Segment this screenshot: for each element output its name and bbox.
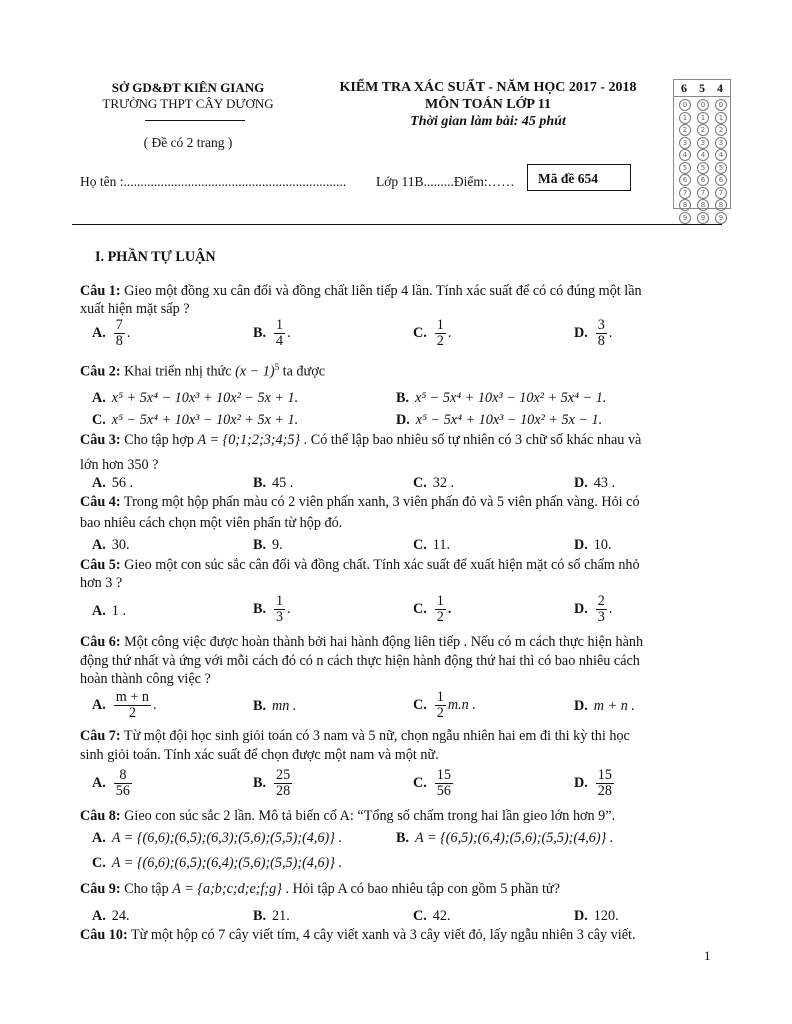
q7-option-c[interactable] [413, 768, 455, 799]
q1-text: Gieo một đồng xu cân đối và đồng chất liên tiếp 4 lần. Tính xác suất để có có đúng một lần [124, 283, 642, 299]
code-bubble-2-7[interactable]: 7 [697, 187, 709, 199]
q8-text: Gieo con súc sắc 2 lần. Mô tả biến cố A: “Tổng số chấm trong hai lần gieo lớn hơn 9”. [124, 808, 616, 824]
page-number: 1 [704, 948, 711, 963]
frac-den: 3 [597, 609, 605, 625]
q6-c-tail: m.n . [447, 696, 476, 713]
q2-b-expr: x⁵ − 5x⁴ + 10x³ − 10x² + 5x⁴ − 1. [415, 390, 607, 406]
q1-option-b[interactable]: B. $\frac{1}{4}$ . [253, 317, 291, 349]
frac-num: 1 [436, 689, 444, 705]
frac-num: 15 [597, 767, 612, 783]
q3-a: 56 . [111, 475, 134, 491]
opt-letter: D. [574, 698, 588, 714]
subject-title: MÔN TOÁN LỚP 11 [425, 97, 551, 112]
frac-num: 1 [276, 317, 284, 333]
opt-letter: B. [253, 324, 267, 341]
opt-letter: A. [92, 830, 106, 846]
bubble-column-2 [696, 99, 710, 224]
question-9 [80, 881, 560, 898]
q6-option-c[interactable] [413, 690, 476, 721]
question-2 [80, 362, 325, 381]
question-8 [80, 808, 615, 825]
opt-letter: A. [92, 696, 106, 713]
code-bubble-2-2[interactable]: 2 [697, 124, 709, 136]
q6-b: mn . [272, 698, 297, 714]
q6-option-b[interactable] [253, 698, 296, 715]
q9-a: 24. [111, 908, 130, 924]
code-bubble-2-1[interactable]: 1 [697, 112, 709, 124]
q9-set: A = {a;b;c;d;e;f;g} [172, 881, 282, 897]
frac-den: 8 [115, 333, 123, 349]
bubble-column-1 [678, 99, 692, 224]
code-bubble-3-8[interactable]: 8 [715, 199, 727, 211]
q3-option-d[interactable] [574, 475, 615, 492]
q9-d: 120. [593, 908, 619, 924]
opt-letter: C. [413, 696, 427, 713]
q3-text-post: . Có thể lập bao nhiêu số tự nhiên có 3 chữ số khác nhau và [303, 432, 642, 448]
code-bubble-1-2[interactable]: 2 [679, 124, 691, 136]
q4-option-d[interactable] [574, 537, 612, 554]
frac-den: 56 [436, 783, 451, 799]
frac-den: 2 [436, 609, 444, 625]
opt-letter: C. [413, 908, 427, 924]
opt-letter: A. [92, 603, 106, 619]
opt-letter: D. [574, 774, 588, 791]
q1-label: Câu 1: [80, 283, 121, 299]
q3-text-cont: lớn hơn 350 ? [80, 457, 159, 473]
q3-d: 43 . [593, 475, 616, 491]
q8-a: A = {(6,6);(6,5);(6,3);(5,6);(5,5);(4,6)} . [111, 830, 343, 846]
frac-den: 2 [128, 705, 136, 721]
code-bubble-1-6[interactable]: 6 [679, 174, 691, 186]
q6-label: Câu 6: [80, 634, 121, 650]
frac-num: 15 [436, 767, 451, 783]
frac-den: 28 [276, 783, 291, 799]
question-5 [80, 557, 640, 574]
opt-letter: B. [396, 390, 410, 406]
q2-option-b[interactable] [396, 390, 606, 407]
q5-option-c[interactable]: C. $\frac{1}{2}$ . [413, 593, 452, 625]
opt-letter: C. [92, 412, 106, 428]
question-3 [80, 432, 641, 449]
frac-num: 8 [114, 768, 132, 784]
header-divider [145, 120, 245, 121]
q9-option-c[interactable] [413, 908, 451, 925]
q9-option-a[interactable] [92, 908, 130, 925]
q7-label: Câu 7: [80, 728, 121, 744]
q2-d-expr: x⁵ − 5x⁴ + 10x³ − 10x² + 5x − 1. [415, 412, 603, 428]
question-1 [80, 283, 642, 300]
q2-option-a[interactable] [92, 390, 298, 407]
exam-duration: Thời gian làm bài: 45 phút [410, 114, 566, 129]
q8-option-a[interactable] [92, 830, 342, 847]
q4-text: Trong một hộp phấn màu có 2 viên phấn xanh, 3 viên phấn đỏ và 5 viên phấn vàng. Hỏi có [123, 494, 640, 510]
code-bubble-1-3[interactable]: 3 [679, 137, 691, 149]
q3-option-c[interactable] [413, 475, 454, 492]
q4-label: Câu 4: [80, 494, 121, 510]
opt-letter: B. [253, 600, 267, 617]
opt-letter: B. [253, 908, 267, 924]
q4-option-b[interactable] [253, 537, 283, 554]
question-6 [80, 634, 643, 651]
code-bubble-1-7[interactable]: 7 [679, 187, 691, 199]
opt-letter: B. [253, 537, 267, 553]
code-digit-3: 4 [717, 81, 723, 95]
section-title: I. PHẦN TỰ LUẬN [95, 249, 216, 265]
frac-num: 2 [597, 593, 605, 609]
q5-option-a[interactable] [92, 603, 126, 620]
q7-option-b[interactable] [253, 768, 294, 799]
code-bubble-3-3[interactable]: 3 [715, 137, 727, 149]
q3-label: Câu 3: [80, 432, 121, 448]
opt-letter: D. [574, 475, 588, 491]
code-bubble-1-8[interactable]: 8 [679, 199, 691, 211]
q9-text: Cho tập [124, 881, 169, 897]
q5-text-cont: hơn 3 ? [80, 575, 123, 591]
frac-den: 4 [276, 333, 284, 349]
q4-text-cont: bao nhiêu cách chọn một viên phấn từ hộp đó. [80, 515, 343, 531]
opt-letter: D. [574, 600, 588, 617]
frac-den: 28 [597, 783, 612, 799]
code-bubble-2-4[interactable]: 4 [697, 149, 709, 161]
q4-option-a[interactable] [92, 537, 130, 554]
q8-label: Câu 8: [80, 808, 121, 824]
q4-option-c[interactable] [413, 537, 450, 554]
q5-option-b[interactable]: B. $\frac{1}{3}$ . [253, 593, 291, 625]
q2-binomial: (x − 1) [235, 363, 275, 380]
opt-letter: C. [413, 475, 427, 491]
code-bubble-2-8[interactable]: 8 [697, 199, 709, 211]
q2-c-expr: x⁵ − 5x⁴ + 10x³ − 10x² + 5x + 1. [111, 412, 299, 428]
q1-option-c[interactable]: C. $\frac{1}{2}$ . [413, 317, 452, 349]
frac-den: 56 [115, 783, 130, 799]
frac-den: 2 [436, 333, 444, 349]
exam-title: KIỂM TRA XÁC SUẤT - NĂM HỌC 2017 - 2018 [339, 80, 637, 95]
frac-num: 1 [436, 317, 444, 333]
frac-den: 2 [436, 705, 444, 721]
code-bubble-1-5[interactable]: 5 [679, 162, 691, 174]
q4-a: 30. [111, 537, 130, 553]
opt-letter: D. [574, 908, 588, 924]
q5-option-d[interactable]: D. $\frac{2}{3}$ . [574, 593, 613, 625]
q6-d: m + n . [593, 698, 635, 714]
code-bubble-2-6[interactable]: 6 [697, 174, 709, 186]
q6-text-cont-1: động thứ nhất và ứng với mỗi cách đó có n cách thực hiện hành động thứ hai thì có bao nhiêu cách [80, 653, 640, 669]
q8-option-b[interactable] [396, 830, 613, 847]
question-4 [80, 494, 640, 511]
opt-letter: A. [92, 390, 106, 406]
q7-option-a[interactable] [92, 768, 134, 799]
q6-text-cont-2: hoàn thành công việc ? [80, 671, 211, 687]
code-bubble-3-9[interactable]: 9 [715, 212, 727, 224]
frac-num: 1 [436, 593, 444, 609]
q8-option-c[interactable] [92, 855, 342, 872]
q8-c: A = {(6,6);(6,5);(6,4);(5,6);(5,5);(4,6)} . [111, 855, 343, 871]
opt-letter: B. [253, 475, 267, 491]
opt-letter: C. [413, 774, 427, 791]
q5-label: Câu 5: [80, 557, 121, 573]
code-bubble-1-9[interactable]: 9 [679, 212, 691, 224]
frac-den: 3 [276, 609, 284, 625]
opt-letter: C. [413, 324, 427, 341]
class-score-field: Lớp 11B.........Điểm:…… [376, 174, 515, 189]
code-bubble-3-0[interactable]: 0 [715, 99, 727, 111]
q6-option-d[interactable] [574, 698, 635, 715]
opt-letter: C. [92, 855, 106, 871]
q1-text-cont: xuất hiện mặt sấp ? [80, 301, 190, 317]
q7-text: Từ một đội học sinh giỏi toán có 3 nam và 5 nữ, chọn ngẫu nhiên hai em đi thi kỳ thi học [123, 728, 630, 744]
opt-letter: A. [92, 475, 106, 491]
code-bubble-3-5[interactable]: 5 [715, 162, 727, 174]
code-bubble-2-3[interactable]: 3 [697, 137, 709, 149]
opt-letter: C. [413, 537, 427, 553]
q9-b: 21. [272, 908, 290, 924]
frac-num: 25 [276, 767, 291, 783]
q1-option-a[interactable]: A. $\frac{7}{8}$ . [92, 317, 131, 349]
opt-letter: A. [92, 774, 106, 791]
q2-label: Câu 2: [80, 363, 121, 380]
q7-option-d[interactable] [574, 768, 616, 799]
code-digit-1: 6 [681, 81, 687, 95]
question-7 [80, 728, 630, 745]
answer-code-grid [673, 79, 731, 222]
frac-den: 8 [597, 333, 605, 349]
q6-text: Một công việc được hoàn thành bởi hai hành động liên tiếp . Nếu có m cách thực hiện hành [124, 634, 644, 650]
q5-text: Gieo một con súc sắc cân đối và đồng chất. Tính xác suất để xuất hiện mặt có số chấm nhỏ [124, 557, 640, 573]
q9-option-b[interactable] [253, 908, 290, 925]
opt-letter: D. [396, 412, 410, 428]
code-bubble-3-2[interactable]: 2 [715, 124, 727, 136]
q2-text-post: ta được [282, 363, 326, 380]
q4-c: 11. [432, 537, 451, 553]
q3-b: 45 . [272, 475, 294, 491]
school-name: TRƯỜNG THPT CÂY DƯƠNG [102, 96, 274, 111]
code-bubble-3-7[interactable]: 7 [715, 187, 727, 199]
opt-letter: B. [396, 830, 410, 846]
dept-name: SỞ GD&ĐT KIÊN GIANG [111, 80, 265, 95]
q4-d: 10. [593, 537, 612, 553]
q2-option-d[interactable] [396, 412, 602, 429]
opt-letter: D. [574, 537, 588, 553]
opt-letter: A. [92, 324, 106, 341]
pages-note: ( Đề có 2 trang ) [143, 135, 233, 150]
code-bubble-2-9[interactable]: 9 [697, 212, 709, 224]
code-bubble-2-0[interactable]: 0 [697, 99, 709, 111]
q7-text-cont: sinh giỏi toán. Tính xác suất để chọn được một nam và một nữ. [80, 747, 439, 763]
opt-letter: A. [92, 908, 106, 924]
opt-letter: D. [574, 324, 588, 341]
q10-text: Từ một hộp có 7 cây viết tím, 4 cây viết xanh và 3 cây viết đỏ, lấy ngẫu nhiên 3 cây viết. [131, 927, 636, 943]
code-bubble-3-6[interactable]: 6 [715, 174, 727, 186]
code-bubble-1-0[interactable]: 0 [679, 99, 691, 111]
q2-text: Khai triển nhị thức [124, 363, 232, 380]
q2-option-c[interactable] [92, 412, 298, 429]
frac-num: m + n [115, 689, 150, 705]
bubble-column-3 [714, 99, 728, 224]
q3-option-a[interactable] [92, 475, 133, 492]
q4-b: 9. [272, 537, 283, 553]
q9-c: 42. [432, 908, 451, 924]
opt-letter: B. [253, 698, 267, 714]
q1-option-d[interactable]: D. $\frac{3}{8}$ . [574, 317, 613, 349]
code-bubble-2-5[interactable]: 5 [697, 162, 709, 174]
q3-option-b[interactable] [253, 475, 293, 492]
q2-power: 5 [274, 362, 280, 372]
q9-label: Câu 9: [80, 881, 121, 897]
q8-b: A = {(6,5);(6,4);(5,6);(5,5);(4,6)} . [415, 830, 614, 846]
q6-option-a[interactable]: A. $\frac{m + n}{2}$ . [92, 689, 157, 721]
q3-c: 32 . [432, 475, 455, 491]
q10-label: Câu 10: [80, 927, 128, 943]
opt-letter: B. [253, 774, 267, 791]
opt-letter: A. [92, 537, 106, 553]
code-bubble-1-4[interactable]: 4 [679, 149, 691, 161]
code-digit-2: 5 [699, 81, 705, 95]
q5-a: 1 . [111, 603, 126, 619]
header-rule [72, 224, 722, 225]
frac-num: 1 [276, 593, 284, 609]
q9-text-post: . Hỏi tập A có bao nhiêu tập con gồm 5 phần tử? [285, 881, 560, 897]
frac-num: 7 [115, 317, 123, 333]
opt-letter: C. [413, 600, 427, 617]
code-bubble-1-1[interactable]: 1 [679, 112, 691, 124]
code-bubble-3-4[interactable]: 4 [715, 149, 727, 161]
q9-option-d[interactable] [574, 908, 619, 925]
exam-code-box: Mã đề 654 [527, 164, 631, 191]
frac-num: 3 [597, 317, 605, 333]
name-field: Họ tên :.................................................................. [80, 174, 347, 189]
q2-a-expr: x⁵ + 5x⁴ − 10x³ + 10x² − 5x + 1. [111, 390, 299, 406]
q3-text: Cho tập hợp [124, 432, 194, 448]
question-10 [80, 927, 636, 944]
q3-set: A = {0;1;2;3;4;5} [197, 432, 301, 448]
code-bubble-3-1[interactable]: 1 [715, 112, 727, 124]
